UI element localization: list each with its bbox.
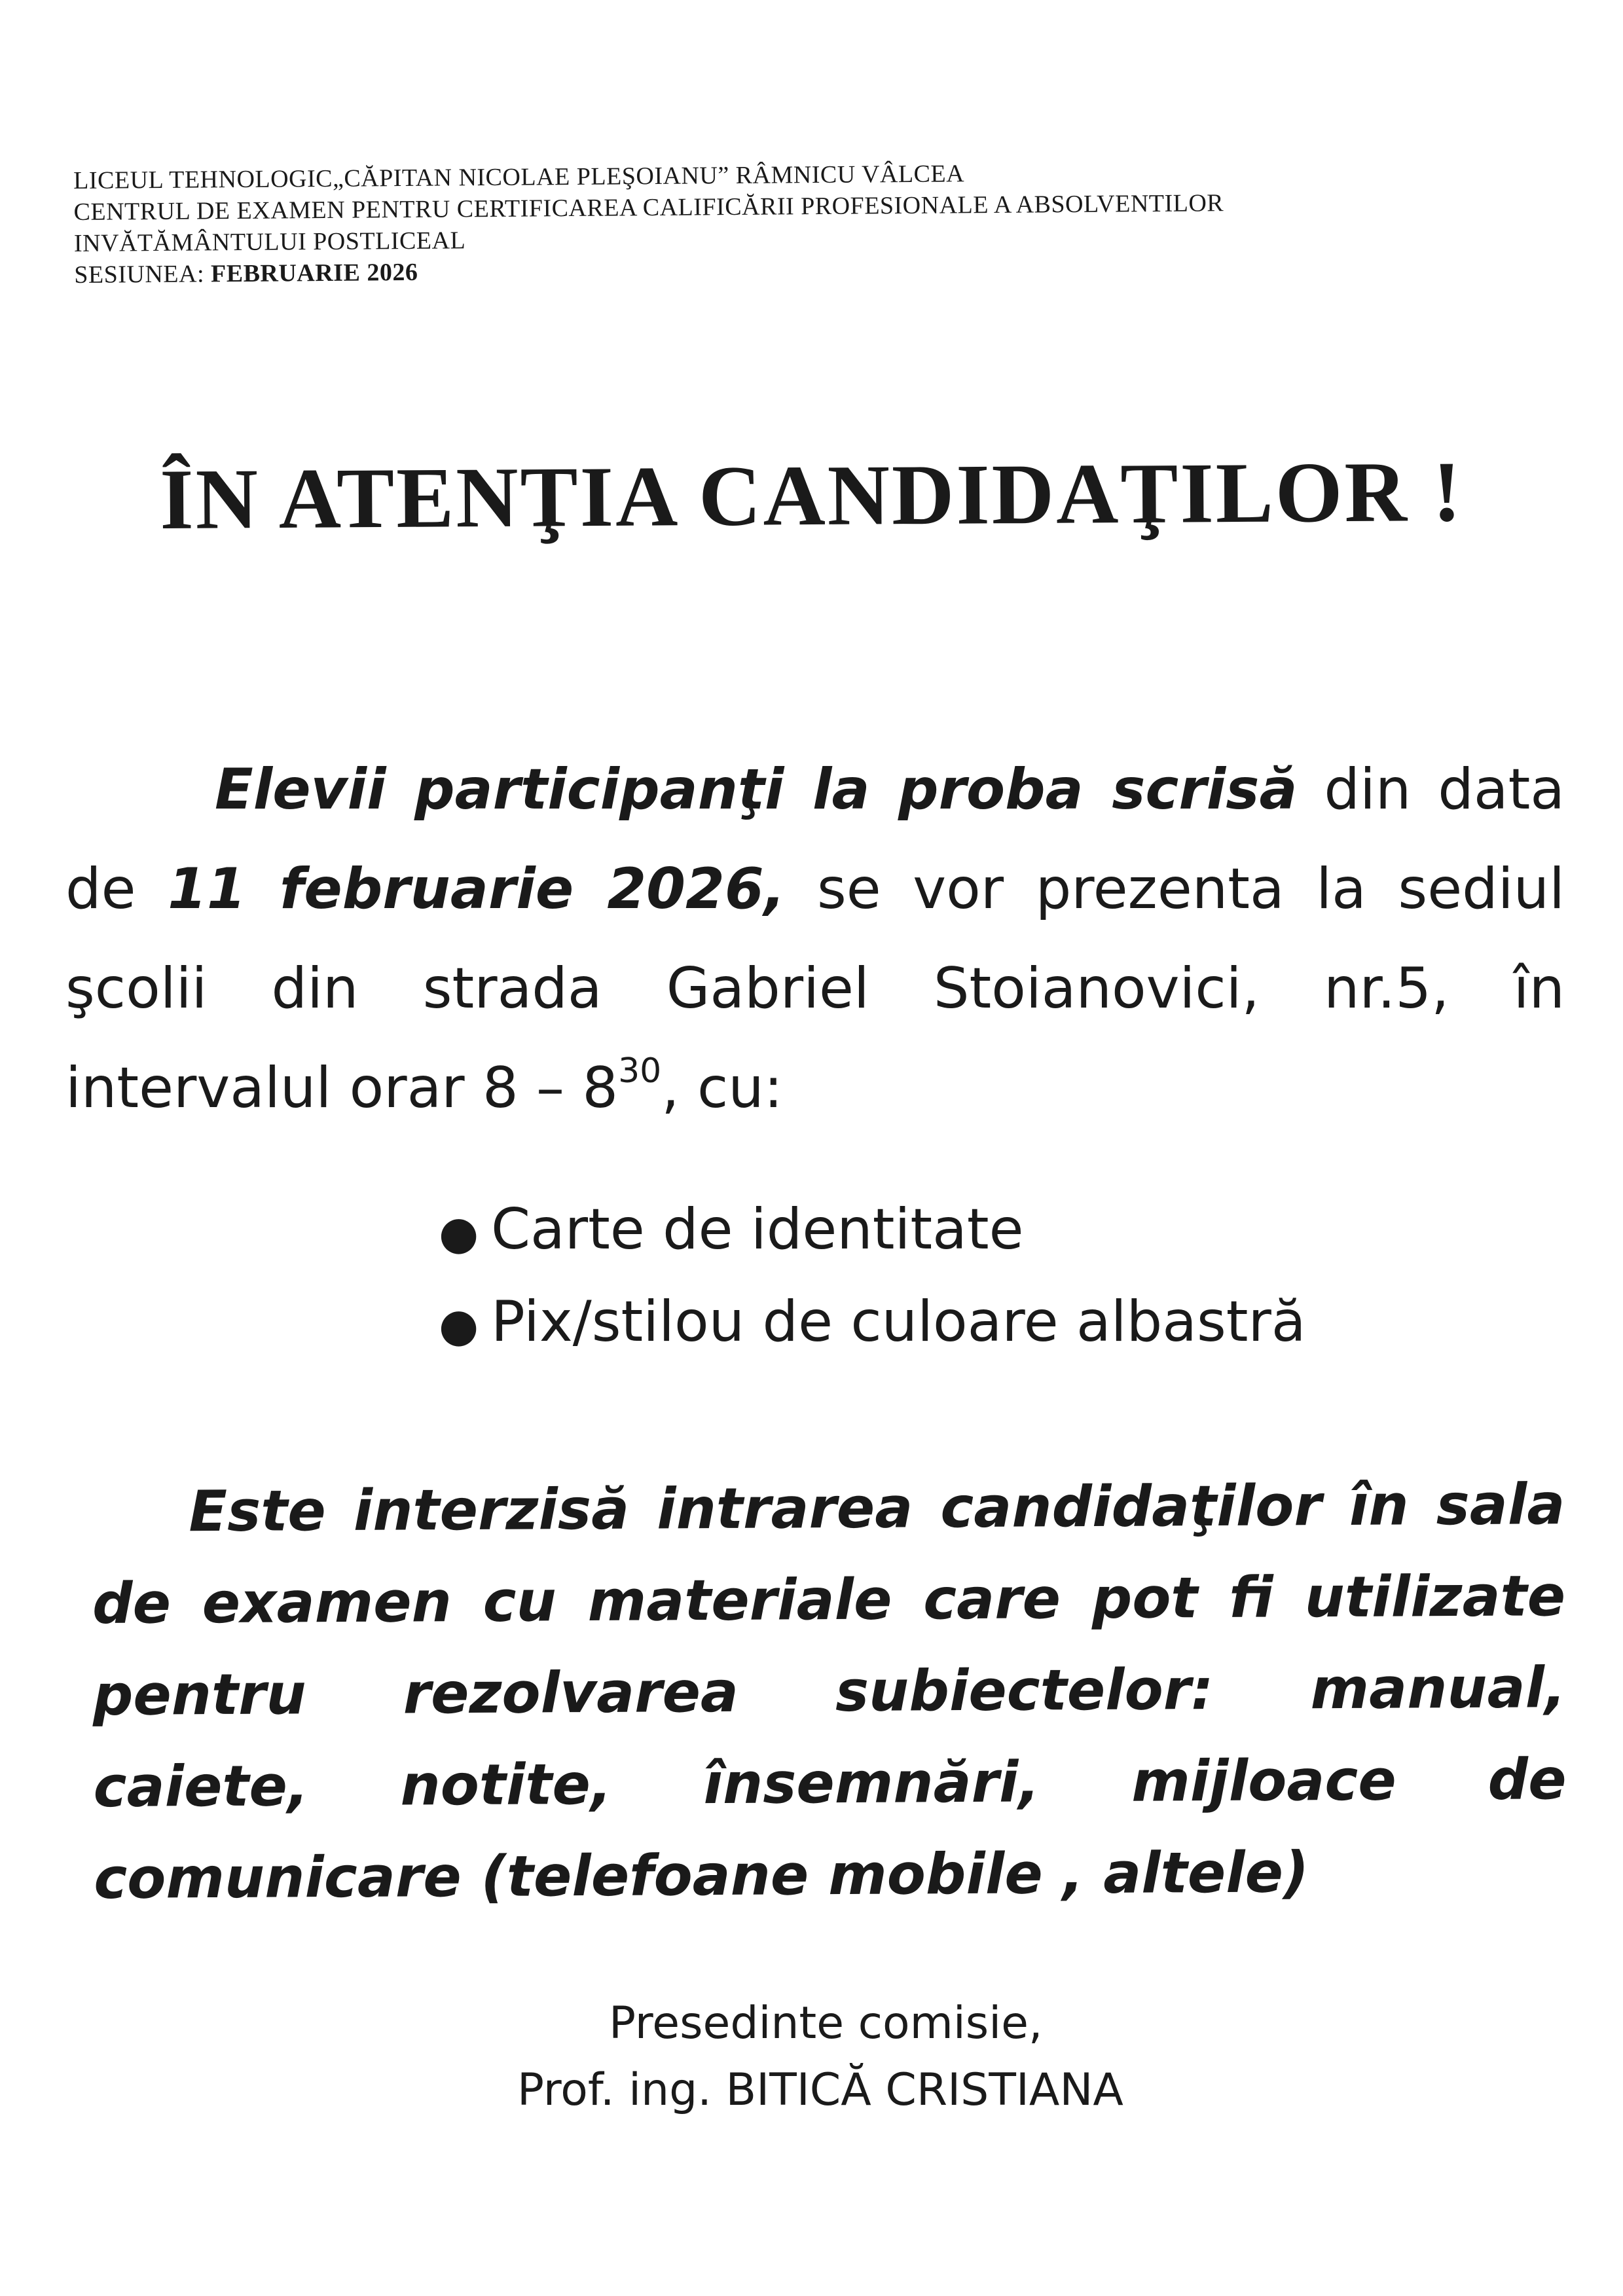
institution-header (73, 155, 1449, 291)
prohibition-warning: Este interzisă intrarea candidaţilor în sala de examen cu materiale care pot fi utilizate pentru rezolvarea subiectelor: manual, caiete, notite, însemnări, mijloace de comunicare (telefoane mobile , altele) (92, 1472, 1567, 1912)
time-superscript: 30 (618, 1051, 662, 1091)
notice-text-1: din data de (65, 757, 1565, 922)
exam-date: 11 februarie 2026, (168, 856, 786, 922)
notice-lead: Elevii participanţi la proba scrisă (215, 757, 1298, 822)
school-name: LICEUL TEHNOLOGIC„CĂPITAN NICOLAE PLEŞOIANU” RÂMNICU VÂLCEA (73, 160, 965, 194)
required-items-list (439, 1185, 1306, 1370)
signature-block (0, 1990, 1623, 2124)
education-level: INVĂTĂMÂNTULUI POSTLICEAL (73, 227, 466, 257)
session-value: FEBRUARIE 2026 (210, 258, 418, 288)
exam-center-name: CENTRUL DE EXAMEN PENTRU CERTIFICAREA CALIFICĂRII PROFESIONALE A ABSOLVENTILOR (73, 189, 1224, 226)
signature-role: Presedinte comisie, (609, 1997, 1043, 2049)
session-label: SESIUNEA: (74, 260, 211, 289)
bullet-icon: ● (439, 1298, 479, 1352)
notice-text-3: , cu: (661, 1055, 783, 1121)
bullet-icon: ● (439, 1206, 479, 1260)
notice-paragraph (65, 740, 1565, 1138)
notice-title: ÎN ATENŢIA CANDIDAŢILOR ! (159, 443, 1464, 548)
list-item (439, 1277, 1306, 1370)
list-item (439, 1185, 1306, 1277)
list-item-text: Carte de identitate (491, 1197, 1024, 1262)
notice-text-2: se vor prezenta la sediul şcolii din strada Gabriel Stoianovici, nr.5, în intervalul orar 8 – 8 (65, 856, 1565, 1121)
signature-name: Prof. ing. BITICĂ CRISTIANA (517, 2064, 1123, 2116)
list-item-text: Pix/stilou de culoare albastră (491, 1289, 1306, 1355)
